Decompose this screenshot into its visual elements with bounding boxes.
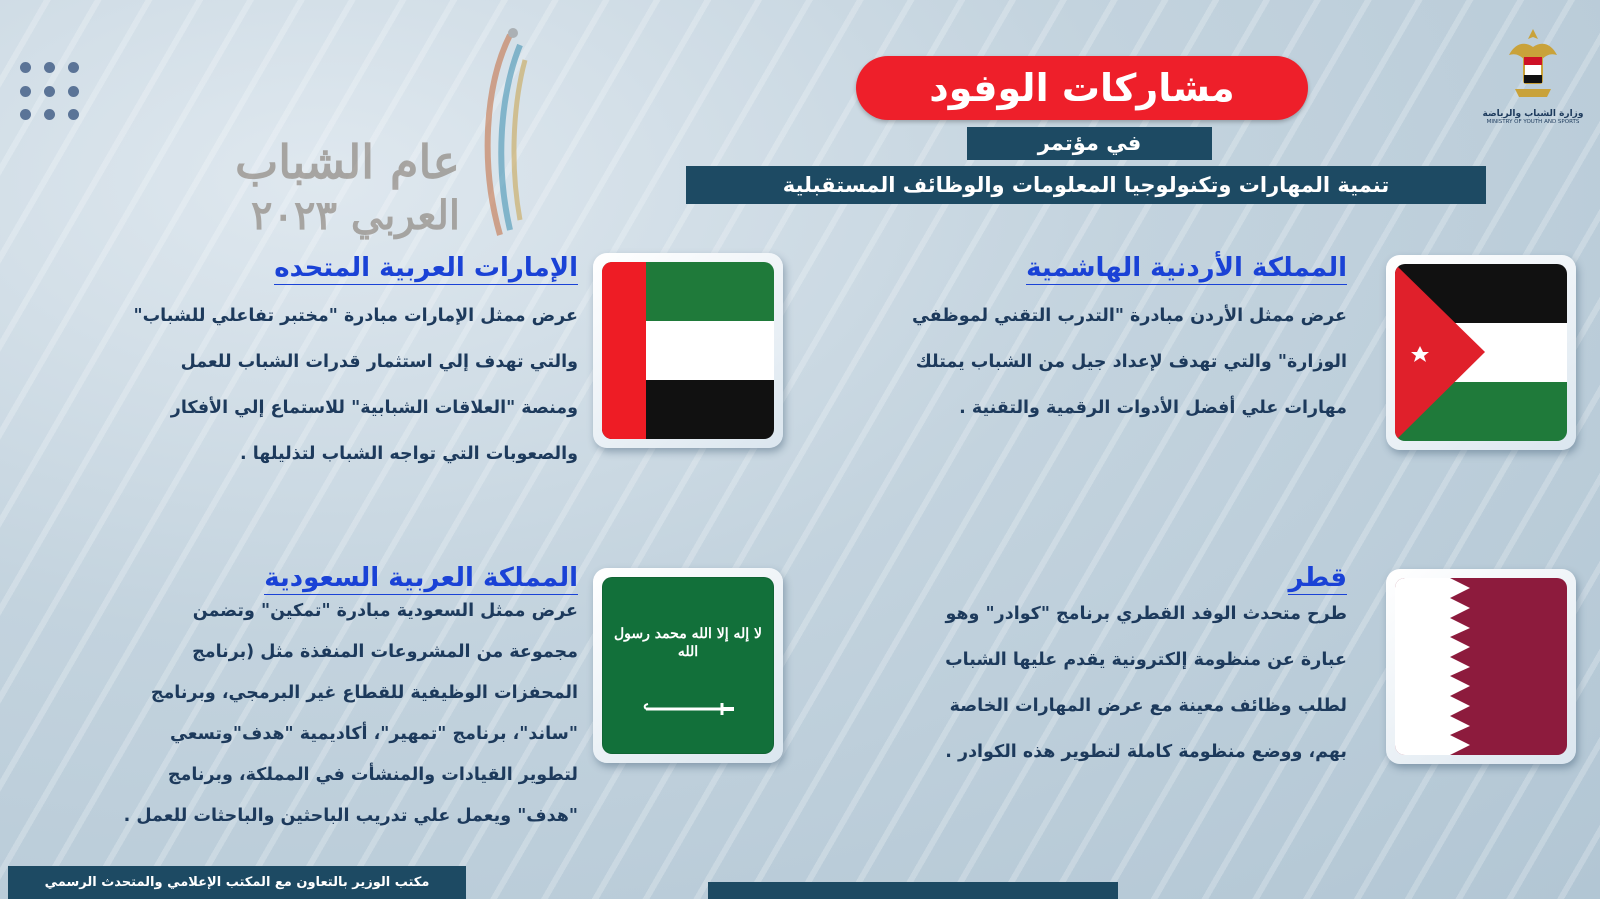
saudi-flag-icon — [602, 577, 774, 754]
qatar-flag-icon — [1395, 578, 1567, 755]
saudi-flag-card — [593, 568, 783, 763]
jordan-title: المملكة الأردنية الهاشمية — [1026, 253, 1347, 283]
qatar-title: قطر — [1288, 563, 1347, 593]
saudi-description — [3, 591, 578, 837]
ministry-name-en: MINISTRY OF YOUTH AND SPORTS — [1486, 119, 1580, 125]
arab-youth-year-logo — [195, 10, 555, 240]
saudi-flag-shahada: لا إله إلا الله محمد رسول الله — [613, 626, 763, 660]
saudi-line: عرض ممثل السعودية مبادرة "تمكين" وتضمن — [192, 601, 578, 621]
ministry-logo — [1478, 25, 1588, 145]
qatar-line: طرح متحدث الوفد القطري برنامج "كوادر" وهو — [945, 604, 1347, 624]
qatar-line: بهم، ووضع منظومة كاملة لتطوير هذه الكوادر . — [945, 742, 1347, 762]
saudi-line: المحفزات الوظيفية للقطاع غير البرمجي، وبرنامج — [150, 683, 578, 703]
saudi-section — [3, 563, 578, 837]
uae-flag-icon — [602, 262, 774, 439]
uae-line: عرض ممثل الإمارات مبادرة "مختبر تفاعلي للشباب" — [133, 306, 578, 326]
uae-line: والصعوبات التي تواجه الشباب لتذليلها . — [239, 444, 578, 464]
qatar-line: لطلب وظائف معينة مع عرض المهارات الخاصة — [949, 696, 1347, 716]
youth-emblem-icon — [465, 25, 535, 245]
conference-topic: تنمية المهارات وتكنولوجيا المعلومات والوظائف المستقبلية — [686, 166, 1486, 204]
uae-line: ومنصة "العلاقات الشبابية" للاستماع إلي الأفكار — [170, 398, 578, 418]
qatar-line: عبارة عن منظومة إلكترونية يقدم عليها الشباب — [945, 650, 1347, 670]
jordan-line: مهارات علي أفضل الأدوات الرقمية والتقنية . — [959, 398, 1347, 418]
saudi-title: المملكة العربية السعودية — [264, 563, 578, 593]
page-title: مشاركات الوفود — [856, 56, 1308, 120]
qatar-section — [787, 563, 1347, 775]
eagle-emblem-icon — [1505, 25, 1561, 103]
jordan-line: عرض ممثل الأردن مبادرة "التدرب التقني لموظفي — [911, 306, 1347, 326]
jordan-section — [787, 253, 1347, 431]
sword-icon — [642, 699, 737, 719]
youth-logo-line1: عام الشباب — [235, 135, 460, 189]
qatar-flag-card — [1386, 569, 1576, 764]
footer-credit: مكتب الوزير بالتعاون مع المكتب الإعلامي والمتحدث الرسمي — [8, 866, 466, 899]
footer-bar — [708, 882, 1118, 899]
jordan-flag-icon — [1395, 264, 1567, 441]
uae-line: والتي تهدف إلي استثمار قدرات الشباب للعمل — [180, 352, 578, 372]
uae-section — [8, 253, 578, 477]
qatar-description — [787, 591, 1347, 775]
uae-flag-card — [593, 253, 783, 448]
jordan-description — [787, 293, 1347, 431]
youth-logo-line2: العربي ٢٠٢٣ — [250, 192, 460, 239]
ministry-name-ar: وزارة الشباب والرياضة — [1482, 109, 1584, 119]
saudi-line: "هدف" ويعمل علي تدريب الباحثين والباحثات للعمل . — [123, 806, 578, 826]
saudi-line: "ساند"، برنامج "تمهير"، أكاديمية "هدف"وتسعي — [170, 724, 578, 744]
uae-description — [8, 293, 578, 477]
jordan-flag-card — [1386, 255, 1576, 450]
uae-title: الإمارات العربية المتحده — [274, 253, 578, 283]
jordan-line: الوزارة" والتي تهدف لإعداد جيل من الشباب يمتلك — [915, 352, 1347, 372]
saudi-line: لتطوير القيادات والمنشأت في المملكة، وبرنامج — [167, 765, 578, 785]
page-subtitle: في مؤتمر — [967, 127, 1212, 160]
saudi-line: مجموعة من المشروعات المنفذة مثل (برنامج — [192, 642, 578, 662]
decorative-dots — [20, 62, 84, 122]
